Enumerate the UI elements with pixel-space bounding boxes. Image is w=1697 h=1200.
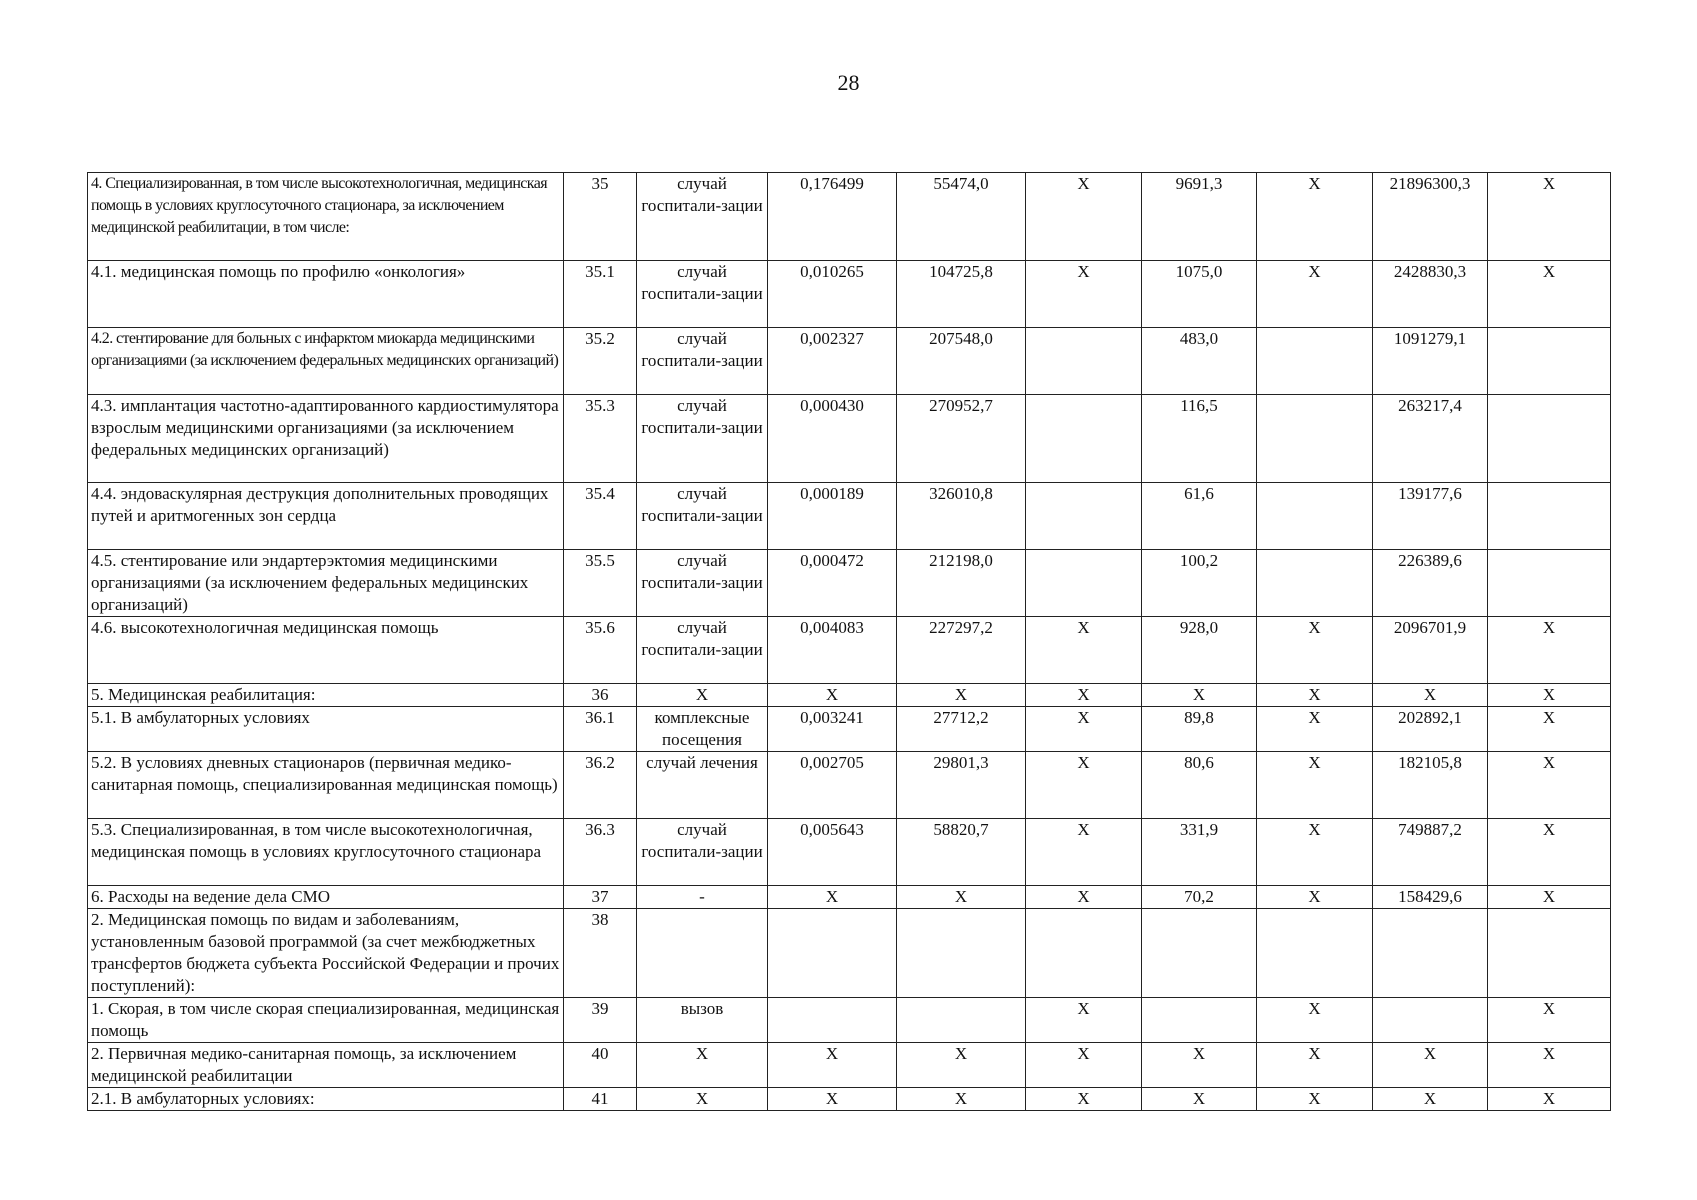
table-row: [88, 819, 1611, 886]
per-capita-budget-cell: X: [1026, 1088, 1142, 1111]
table-row: [88, 617, 1611, 684]
total-budget-cell: [1257, 483, 1373, 550]
table-row: [88, 173, 1611, 261]
standard-volume-cell: 0,176499: [768, 173, 897, 261]
per-capita-oms-cell: 1075,0: [1142, 261, 1257, 328]
table-body: [88, 173, 1611, 1111]
standard-volume-cell: [768, 998, 897, 1043]
share-cell: X: [1488, 819, 1611, 886]
line-number-cell: 35.3: [564, 395, 637, 483]
total-oms-cell: 21896300,3: [1373, 173, 1488, 261]
table-row: [88, 395, 1611, 483]
unit-cell: случай госпитали-зации: [637, 483, 768, 550]
standard-volume-cell: 0,000189: [768, 483, 897, 550]
row-name-cell: 4.4. эндоваскулярная деструкция дополнительных проводящих путей и аритмогенных зон сердца: [88, 483, 564, 550]
per-capita-budget-cell: X: [1026, 173, 1142, 261]
standard-volume-cell: 0,005643: [768, 819, 897, 886]
standard-cost-cell: 270952,7: [897, 395, 1026, 483]
table-row: [88, 707, 1611, 752]
per-capita-budget-cell: [1026, 483, 1142, 550]
standard-cost-cell: 227297,2: [897, 617, 1026, 684]
per-capita-oms-cell: 928,0: [1142, 617, 1257, 684]
row-name-cell: 2.1. В амбулаторных условиях:: [88, 1088, 564, 1111]
total-oms-cell: 139177,6: [1373, 483, 1488, 550]
unit-cell: X: [637, 1043, 768, 1088]
total-budget-cell: X: [1257, 998, 1373, 1043]
share-cell: [1488, 550, 1611, 617]
total-budget-cell: X: [1257, 886, 1373, 909]
table-row: [88, 1088, 1611, 1111]
standard-volume-cell: 0,002327: [768, 328, 897, 395]
standard-cost-cell: X: [897, 1043, 1026, 1088]
standard-volume-cell: 0,000472: [768, 550, 897, 617]
standard-cost-cell: 212198,0: [897, 550, 1026, 617]
table-row: [88, 483, 1611, 550]
total-budget-cell: [1257, 909, 1373, 998]
total-budget-cell: [1257, 550, 1373, 617]
unit-cell: вызов: [637, 998, 768, 1043]
table-row: [88, 328, 1611, 395]
row-name-cell: 6. Расходы на ведение дела СМО: [88, 886, 564, 909]
unit-cell: [637, 909, 768, 998]
line-number-cell: 40: [564, 1043, 637, 1088]
row-name-cell: 4.5. стентирование или эндартерэктомия медицинскими организациями (за исключением федеральных медицинских организаций): [88, 550, 564, 617]
share-cell: X: [1488, 1088, 1611, 1111]
total-budget-cell: [1257, 328, 1373, 395]
share-cell: X: [1488, 617, 1611, 684]
line-number-cell: 36.2: [564, 752, 637, 819]
standard-cost-cell: X: [897, 684, 1026, 707]
total-oms-cell: 2096701,9: [1373, 617, 1488, 684]
total-budget-cell: X: [1257, 617, 1373, 684]
share-cell: X: [1488, 684, 1611, 707]
line-number-cell: 41: [564, 1088, 637, 1111]
total-budget-cell: [1257, 395, 1373, 483]
share-cell: [1488, 909, 1611, 998]
table-row: [88, 684, 1611, 707]
line-number-cell: 39: [564, 998, 637, 1043]
table-row: [88, 752, 1611, 819]
standard-cost-cell: X: [897, 1088, 1026, 1111]
total-oms-cell: 263217,4: [1373, 395, 1488, 483]
standard-volume-cell: 0,004083: [768, 617, 897, 684]
per-capita-budget-cell: [1026, 328, 1142, 395]
share-cell: X: [1488, 886, 1611, 909]
share-cell: X: [1488, 707, 1611, 752]
standard-cost-cell: X: [897, 886, 1026, 909]
unit-cell: случай госпитали-зации: [637, 395, 768, 483]
unit-cell: комплексные посещения: [637, 707, 768, 752]
per-capita-oms-cell: 100,2: [1142, 550, 1257, 617]
standard-cost-cell: 29801,3: [897, 752, 1026, 819]
row-name-cell: 5. Медицинская реабилитация:: [88, 684, 564, 707]
standard-volume-cell: 0,000430: [768, 395, 897, 483]
table-row: [88, 1043, 1611, 1088]
per-capita-budget-cell: X: [1026, 707, 1142, 752]
per-capita-budget-cell: X: [1026, 998, 1142, 1043]
row-name-cell: 5.3. Специализированная, в том числе высокотехнологичная, медицинская помощь в условиях круглосуточного стационара: [88, 819, 564, 886]
share-cell: X: [1488, 173, 1611, 261]
standard-volume-cell: X: [768, 684, 897, 707]
unit-cell: X: [637, 1088, 768, 1111]
row-name-cell: 4. Специализированная, в том числе высокотехнологичная, медицинская помощь в условиях круглосуточного стационара, за исключением медицинской реабилитации, в том числе:: [88, 173, 564, 261]
unit-cell: X: [637, 684, 768, 707]
total-oms-cell: 158429,6: [1373, 886, 1488, 909]
standard-cost-cell: [897, 909, 1026, 998]
line-number-cell: 35.6: [564, 617, 637, 684]
per-capita-oms-cell: 331,9: [1142, 819, 1257, 886]
line-number-cell: 36: [564, 684, 637, 707]
standard-volume-cell: 0,002705: [768, 752, 897, 819]
per-capita-oms-cell: X: [1142, 1043, 1257, 1088]
total-oms-cell: 1091279,1: [1373, 328, 1488, 395]
per-capita-budget-cell: X: [1026, 261, 1142, 328]
per-capita-budget-cell: [1026, 909, 1142, 998]
total-oms-cell: [1373, 998, 1488, 1043]
total-oms-cell: X: [1373, 1088, 1488, 1111]
per-capita-oms-cell: 70,2: [1142, 886, 1257, 909]
per-capita-oms-cell: 9691,3: [1142, 173, 1257, 261]
per-capita-budget-cell: X: [1026, 819, 1142, 886]
unit-cell: -: [637, 886, 768, 909]
total-budget-cell: X: [1257, 173, 1373, 261]
row-name-cell: 1. Скорая, в том числе скорая специализированная, медицинская помощь: [88, 998, 564, 1043]
line-number-cell: 35.2: [564, 328, 637, 395]
total-budget-cell: X: [1257, 261, 1373, 328]
share-cell: [1488, 483, 1611, 550]
standard-cost-cell: 104725,8: [897, 261, 1026, 328]
line-number-cell: 36.1: [564, 707, 637, 752]
row-name-cell: 4.1. медицинская помощь по профилю «онкология»: [88, 261, 564, 328]
unit-cell: случай госпитали-зации: [637, 261, 768, 328]
standard-volume-cell: X: [768, 1043, 897, 1088]
per-capita-oms-cell: 483,0: [1142, 328, 1257, 395]
per-capita-oms-cell: 89,8: [1142, 707, 1257, 752]
unit-cell: случай госпитали-зации: [637, 819, 768, 886]
total-oms-cell: 749887,2: [1373, 819, 1488, 886]
total-budget-cell: X: [1257, 1088, 1373, 1111]
line-number-cell: 35.4: [564, 483, 637, 550]
table-row: [88, 909, 1611, 998]
table-row: [88, 261, 1611, 328]
standard-volume-cell: [768, 909, 897, 998]
line-number-cell: 38: [564, 909, 637, 998]
per-capita-oms-cell: [1142, 998, 1257, 1043]
per-capita-oms-cell: [1142, 909, 1257, 998]
per-capita-oms-cell: X: [1142, 1088, 1257, 1111]
line-number-cell: 35.5: [564, 550, 637, 617]
total-oms-cell: 226389,6: [1373, 550, 1488, 617]
standard-volume-cell: 0,003241: [768, 707, 897, 752]
per-capita-budget-cell: X: [1026, 1043, 1142, 1088]
standard-cost-cell: 55474,0: [897, 173, 1026, 261]
total-oms-cell: 202892,1: [1373, 707, 1488, 752]
per-capita-budget-cell: [1026, 550, 1142, 617]
per-capita-budget-cell: X: [1026, 752, 1142, 819]
share-cell: [1488, 328, 1611, 395]
standard-cost-cell: [897, 998, 1026, 1043]
total-oms-cell: X: [1373, 684, 1488, 707]
per-capita-oms-cell: 116,5: [1142, 395, 1257, 483]
total-oms-cell: X: [1373, 1043, 1488, 1088]
row-name-cell: 5.2. В условиях дневных стационаров (первичная медико-санитарная помощь, специализированная медицинская помощь): [88, 752, 564, 819]
standard-volume-cell: X: [768, 1088, 897, 1111]
line-number-cell: 35.1: [564, 261, 637, 328]
row-name-cell: 4.6. высокотехнологичная медицинская помощь: [88, 617, 564, 684]
total-oms-cell: [1373, 909, 1488, 998]
unit-cell: случай госпитали-зации: [637, 617, 768, 684]
per-capita-budget-cell: [1026, 395, 1142, 483]
unit-cell: случай госпитали-зации: [637, 550, 768, 617]
total-oms-cell: 182105,8: [1373, 752, 1488, 819]
unit-cell: случай госпитали-зации: [637, 328, 768, 395]
total-budget-cell: X: [1257, 707, 1373, 752]
row-name-cell: 2. Первичная медико-санитарная помощь, за исключением медицинской реабилитации: [88, 1043, 564, 1088]
share-cell: X: [1488, 261, 1611, 328]
per-capita-oms-cell: X: [1142, 684, 1257, 707]
share-cell: [1488, 395, 1611, 483]
per-capita-budget-cell: X: [1026, 617, 1142, 684]
row-name-cell: 5.1. В амбулаторных условиях: [88, 707, 564, 752]
total-budget-cell: X: [1257, 752, 1373, 819]
table-row: [88, 886, 1611, 909]
row-name-cell: 4.2. стентирование для больных с инфарктом миокарда медицинскими организациями (за исключением федеральных медицинских организаций): [88, 328, 564, 395]
standard-cost-cell: 207548,0: [897, 328, 1026, 395]
table-row: [88, 550, 1611, 617]
line-number-cell: 36.3: [564, 819, 637, 886]
per-capita-oms-cell: 61,6: [1142, 483, 1257, 550]
per-capita-budget-cell: X: [1026, 684, 1142, 707]
total-budget-cell: X: [1257, 1043, 1373, 1088]
line-number-cell: 37: [564, 886, 637, 909]
per-capita-budget-cell: X: [1026, 886, 1142, 909]
table-row: [88, 998, 1611, 1043]
per-capita-oms-cell: 80,6: [1142, 752, 1257, 819]
total-budget-cell: X: [1257, 819, 1373, 886]
unit-cell: случай госпитали-зации: [637, 173, 768, 261]
row-name-cell: 4.3. имплантация частотно-адаптированного кардиостимулятора взрослым медицинскими организациями (за исключением федеральных медицинских организаций): [88, 395, 564, 483]
total-oms-cell: 2428830,3: [1373, 261, 1488, 328]
financing-table: [87, 172, 1611, 1111]
unit-cell: случай лечения: [637, 752, 768, 819]
line-number-cell: 35: [564, 173, 637, 261]
page-number: 28: [837, 70, 860, 95]
standard-cost-cell: 58820,7: [897, 819, 1026, 886]
share-cell: X: [1488, 1043, 1611, 1088]
standard-cost-cell: 27712,2: [897, 707, 1026, 752]
total-budget-cell: X: [1257, 684, 1373, 707]
row-name-cell: 2. Медицинская помощь по видам и заболеваниям, установленным базовой программой (за счет межбюджетных трансфертов бюджета субъекта Российской Федерации и прочих поступлений):: [88, 909, 564, 998]
share-cell: X: [1488, 752, 1611, 819]
standard-volume-cell: X: [768, 886, 897, 909]
share-cell: X: [1488, 998, 1611, 1043]
standard-cost-cell: 326010,8: [897, 483, 1026, 550]
standard-volume-cell: 0,010265: [768, 261, 897, 328]
